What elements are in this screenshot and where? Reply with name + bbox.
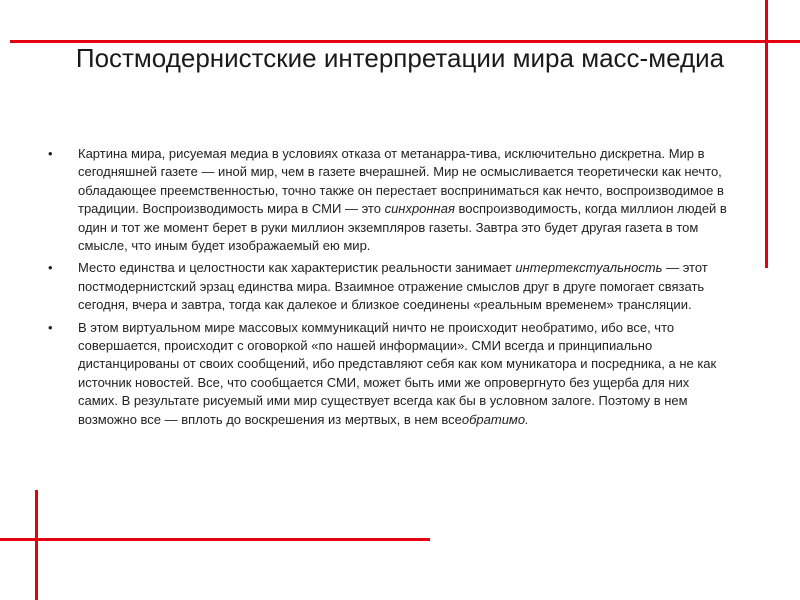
bullet-dot-icon: • [48,146,53,161]
red-frame-line-bottom [0,538,430,541]
red-frame-line-right [765,0,768,268]
bullet-item [48,319,728,429]
bullet-text: воспроизводимость, когда миллион людей в один и тот же момент берет в руки миллион экземпляров газеты. Завтра это будет другая газета в том смысле, что иным будет изображаемый ею мир. [78,201,727,254]
slide-title: Постмодернистские интерпретации мира масс-медиа [75,43,725,73]
bullet-item [48,259,728,314]
bullet-emphasis: синхронная [384,201,455,217]
bullet-dot-icon: • [48,260,53,276]
bullet-item [48,145,728,255]
bullet-text: В этом виртуальном мире массовых коммуникаций ничто не происходит необратимо, ибо все, что совершается, происходит с оговоркой «по нашей информации». СМИ всегда и принципиально дистанцированы от своих сообщений, ибо представляют себя как ком муникатора и посредника, а не как источник новостей. Все, что сообщается СМИ, может быть ими же опровергнуто без ущерба для них самих. В результате рисуемый ими мир существует всегда как бы в условном залоге. Поэтому в нем возможно все — вплоть до воскрешения из мертвых, в нем все [78,319,717,427]
bullet-emphasis: интертекстуальность [515,260,663,276]
bullet-text: — этот постмодернистский эрзац единства мира. Взаимное отражение смыслов друг в друге помогает связать сегодня, вчера и завтра, тогда как далекое и близкое соединены «реальным временем» трансляции. [78,260,708,313]
bullet-list [48,145,728,433]
red-frame-line-left [35,490,38,600]
bullet-text: Картина мира, рисуемая медиа в условиях отказа от метанарра-тива, исключительно дискретна. Мир в сегодняшней газете — иной мир, чем в газете вчерашней. Мир не осмысливается теоретически как нечто, обладающее преемственностью, точно также он перестает восприниматься как нечто, воспроизводимое в традиции. Воспроизводимость мира в СМИ — это [78,146,724,217]
bullet-dot-icon: • [48,319,53,335]
bullet-emphasis: обратимо. [461,411,529,427]
bullet-text: Место единства и целостности как характеристик реальности занимает [78,260,516,276]
